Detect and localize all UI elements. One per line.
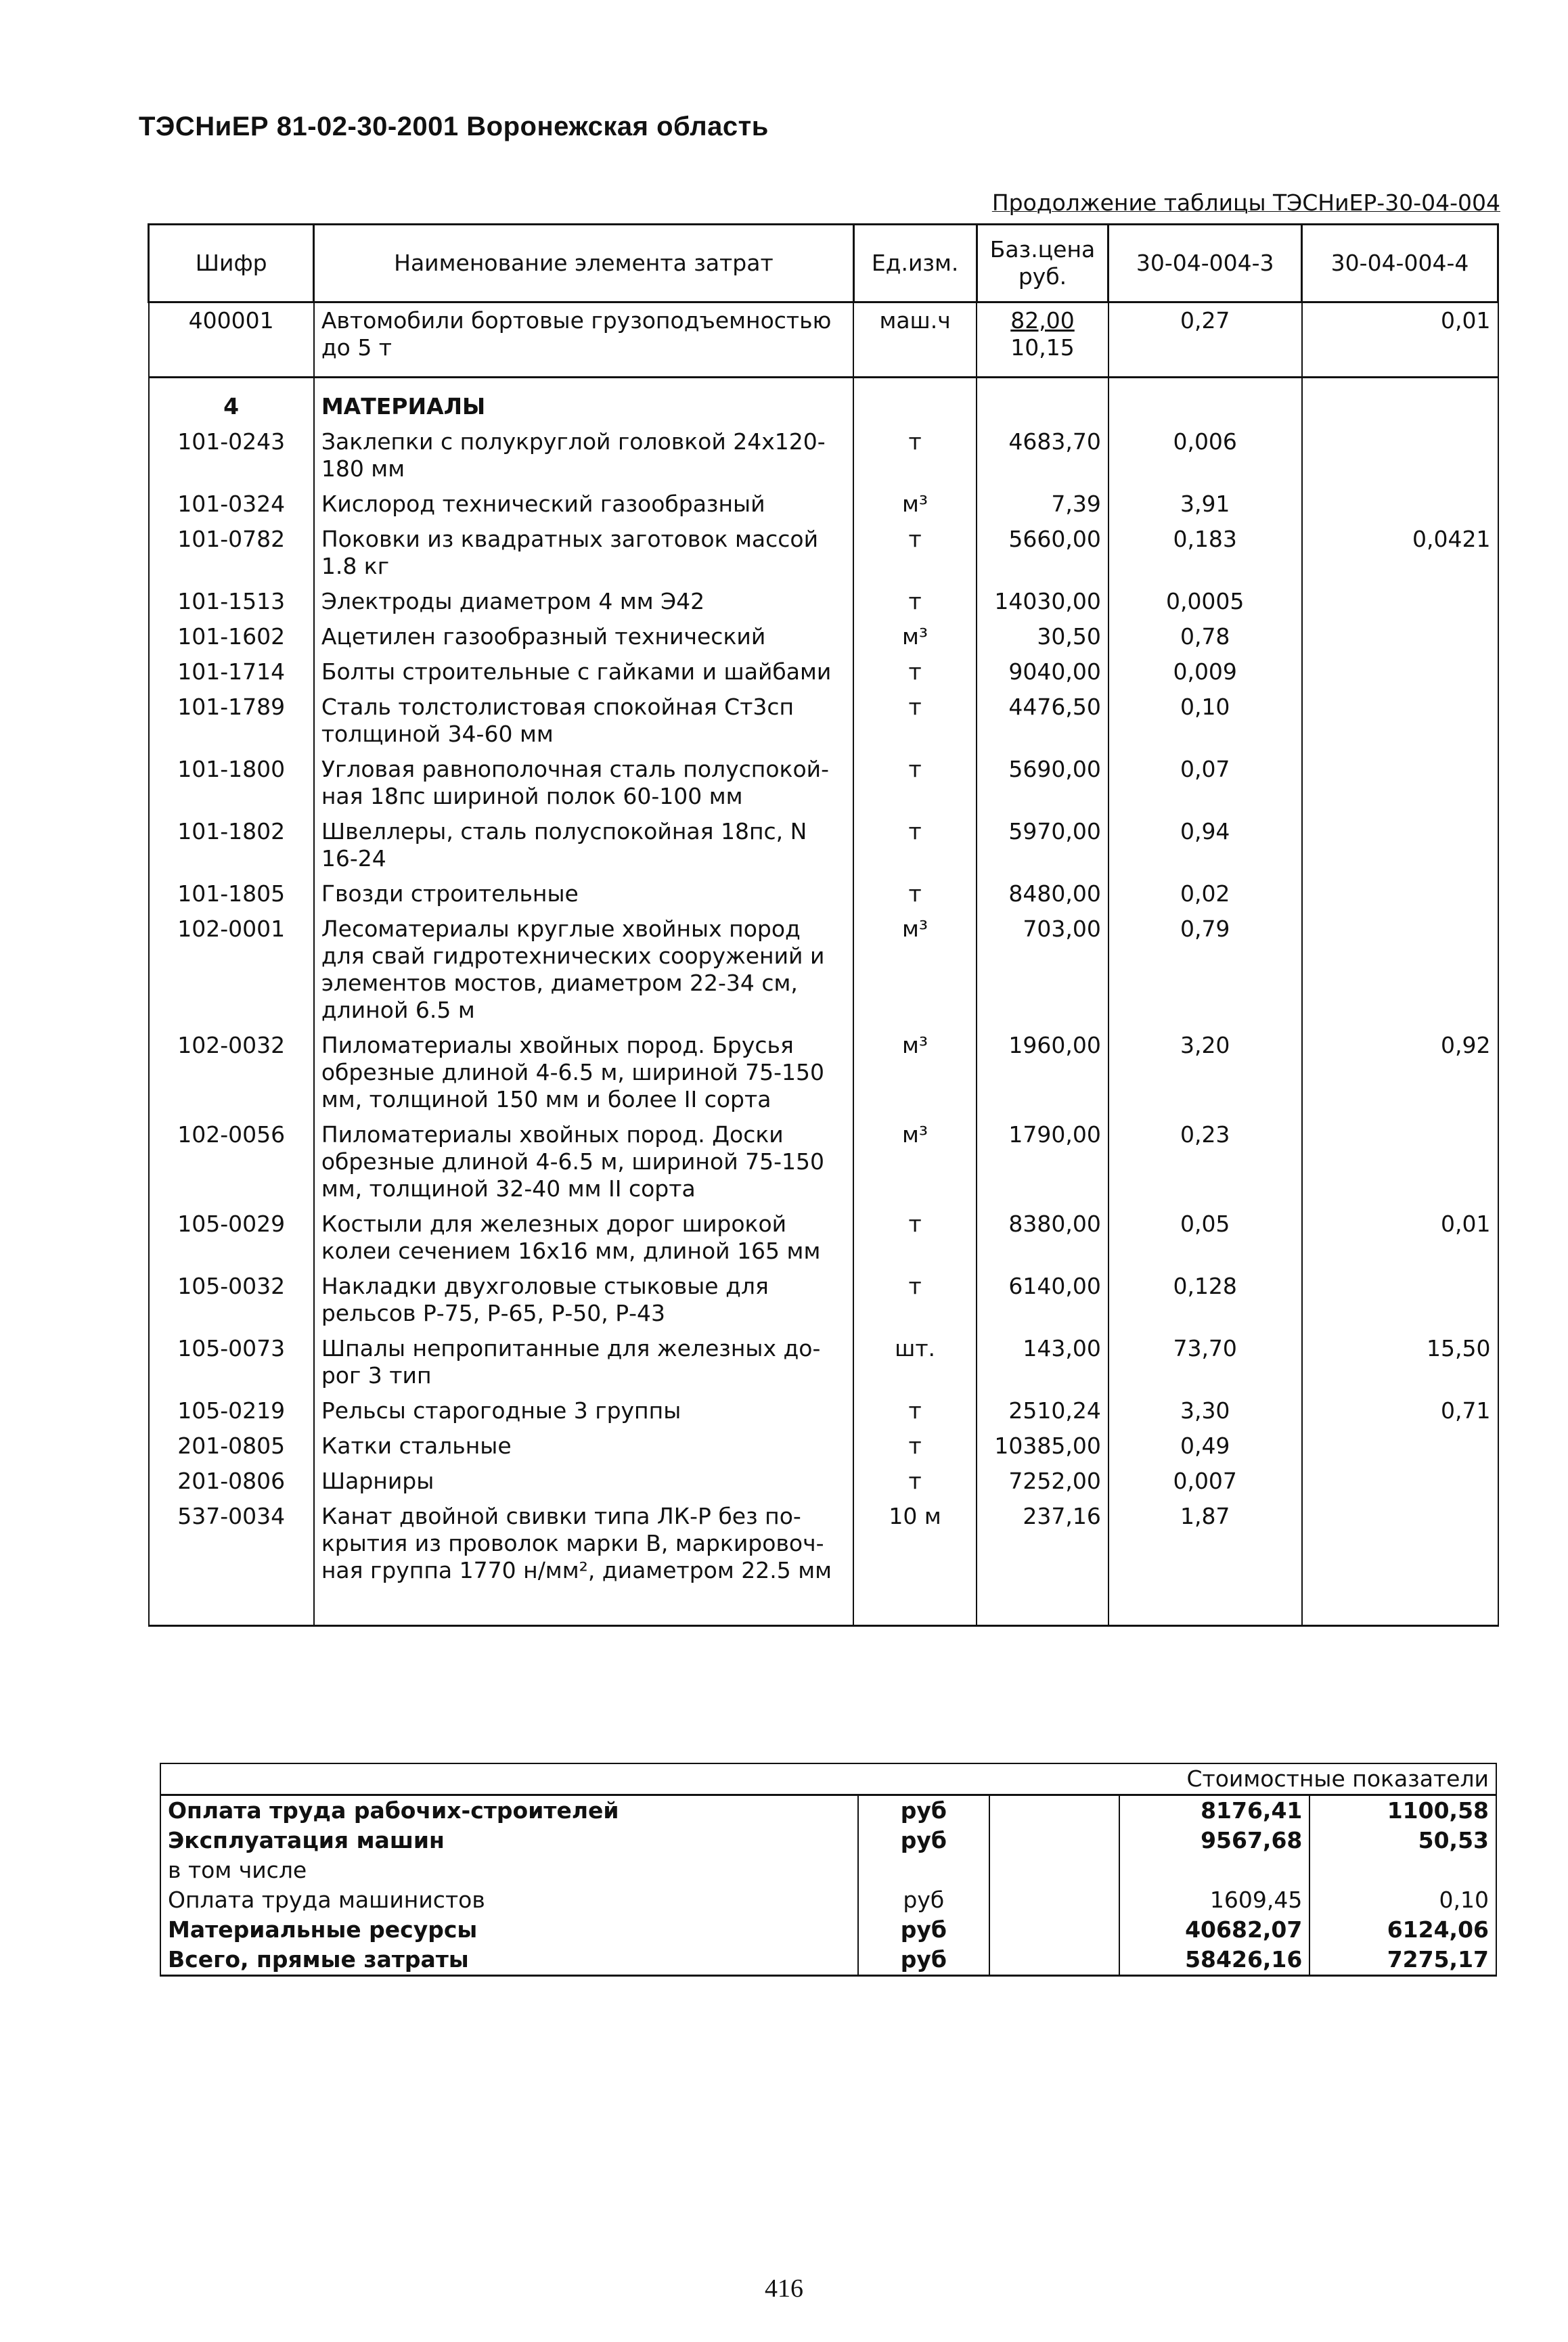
cell-30-04-004-3: 0,27	[1108, 302, 1302, 378]
cell-name: Канат двойной свивки типа ЛК-Р без по-крытия из проволок марки В, маркировоч-ная группа 1770 н/мм², диаметром 22.5 мм	[314, 1499, 853, 1626]
section-row	[149, 378, 1498, 425]
material-row	[149, 911, 1498, 1028]
cell-price: 8480,00	[977, 876, 1108, 911]
cell-30-04-004-4	[1302, 876, 1498, 911]
cell-unit: м³	[853, 911, 977, 1028]
cell-price: 4683,70	[977, 424, 1108, 487]
cell-name: Угловая равнополочная сталь полуспокой-ная 18пс шириной полок 60-100 мм	[314, 752, 853, 814]
cell-name: Ацетилен газообразный технический	[314, 619, 853, 654]
summary-label: Оплата труда машинистов	[160, 1885, 858, 1915]
cell-unit: т	[853, 814, 977, 876]
material-row	[149, 584, 1498, 619]
cell-name: Лесоматериалы круглые хвойных пород для свай гидротехнических сооружений и элементов мостов, диаметром 22-34 см, длиной 6.5 м	[314, 911, 853, 1028]
cell-price: 9040,00	[977, 654, 1108, 690]
cell-code: 101-0243	[149, 424, 314, 487]
cell-unit: маш.ч	[853, 302, 977, 378]
summary-header: Стоимостные показатели	[160, 1763, 1496, 1795]
cell-price: 14030,00	[977, 584, 1108, 619]
cell-price: 703,00	[977, 911, 1108, 1028]
summary-blank	[989, 1826, 1119, 1855]
cell-unit: шт.	[853, 1331, 977, 1393]
cell-name: Заклепки с полукруглой головкой 24х120-180 мм	[314, 424, 853, 487]
cell-code: 105-0073	[149, 1331, 314, 1393]
cell-code: 101-1714	[149, 654, 314, 690]
summary-header-row	[160, 1763, 1496, 1795]
cell-unit: т	[853, 1464, 977, 1499]
cell-30-04-004-3: 0,79	[1108, 911, 1302, 1028]
summary-30-04-004-4: 6124,06	[1309, 1915, 1496, 1945]
cell-code: 101-1800	[149, 752, 314, 814]
cell-unit: т	[853, 424, 977, 487]
cell-price: 6140,00	[977, 1269, 1108, 1331]
summary-label: Оплата труда рабочих-строителей	[160, 1795, 858, 1826]
summary-label: Всего, прямые затраты	[160, 1945, 858, 1976]
cell-price: 1790,00	[977, 1117, 1108, 1207]
col-header-30-04-004-4: 30-04-004-4	[1302, 225, 1498, 302]
cell-30-04-004-4: 0,0421	[1302, 522, 1498, 584]
material-row	[149, 1393, 1498, 1428]
table-header-row	[149, 225, 1498, 302]
cell-30-04-004-4	[1302, 654, 1498, 690]
col-header-price: Баз.цена руб.	[977, 225, 1108, 302]
summary-blank	[989, 1855, 1119, 1885]
cell-code: 101-1789	[149, 690, 314, 752]
cell-code: 400001	[149, 302, 314, 378]
cell-unit: т	[853, 654, 977, 690]
col-header-30-04-004-3: 30-04-004-3	[1108, 225, 1302, 302]
cell-30-04-004-3: 3,91	[1108, 487, 1302, 522]
material-row	[149, 487, 1498, 522]
col-header-code: Шифр	[149, 225, 314, 302]
section-name: МАТЕРИАЛЫ	[314, 378, 853, 425]
page-number: 416	[765, 2274, 803, 2303]
cell-30-04-004-4	[1302, 1117, 1498, 1207]
machine-price-per-hour: 82,00	[1010, 307, 1075, 334]
cell-unit: т	[853, 1428, 977, 1464]
cell-code: 105-0029	[149, 1207, 314, 1269]
cell-30-04-004-3: 3,20	[1108, 1028, 1302, 1117]
cell-code: 201-0805	[149, 1428, 314, 1464]
material-row	[149, 1331, 1498, 1393]
summary-blank	[989, 1795, 1119, 1826]
cell-unit: м³	[853, 1117, 977, 1207]
col-header-name: Наименование элемента затрат	[314, 225, 853, 302]
summary-30-04-004-3: 40682,07	[1119, 1915, 1310, 1945]
table-continuation-label: Продолжение таблицы ТЭСНиЕР-30-04-004	[991, 189, 1500, 216]
cell-unit: м³	[853, 487, 977, 522]
cell-unit: т	[853, 522, 977, 584]
cell-code: 102-0056	[149, 1117, 314, 1207]
section-number: 4	[149, 378, 314, 425]
material-row	[149, 1499, 1498, 1626]
cell-price: 10385,00	[977, 1428, 1108, 1464]
summary-blank	[989, 1915, 1119, 1945]
cell-unit: т	[853, 752, 977, 814]
cell-30-04-004-3: 0,02	[1108, 876, 1302, 911]
cell-30-04-004-3: 3,30	[1108, 1393, 1302, 1428]
cell-name: Рельсы старогодные 3 группы	[314, 1393, 853, 1428]
cell-code: 201-0806	[149, 1464, 314, 1499]
cell-30-04-004-4	[1302, 1499, 1498, 1626]
summary-row	[160, 1915, 1496, 1945]
cell-code: 101-1602	[149, 619, 314, 654]
summary-blank	[989, 1945, 1119, 1976]
document-title: ТЭСНиЕР 81-02-30-2001 Воронежская область	[139, 112, 769, 141]
cell-30-04-004-4: 0,01	[1302, 302, 1498, 378]
summary-30-04-004-4: 0,10	[1309, 1885, 1496, 1915]
cell-name: Поковки из квадратных заготовок массой 1.8 кг	[314, 522, 853, 584]
cell-30-04-004-4	[1302, 1269, 1498, 1331]
cell-unit: м³	[853, 619, 977, 654]
cell-30-04-004-4	[1302, 814, 1498, 876]
machine-labor-price: 10,15	[1010, 334, 1075, 361]
material-row	[149, 1428, 1498, 1464]
summary-30-04-004-4: 7275,17	[1309, 1945, 1496, 1976]
cell-30-04-004-4	[1302, 584, 1498, 619]
cell-name: Швеллеры, сталь полуспокойная 18пс, N 16-24	[314, 814, 853, 876]
cell-code: 537-0034	[149, 1499, 314, 1626]
cell-code: 102-0001	[149, 911, 314, 1028]
cell-30-04-004-3: 0,0005	[1108, 584, 1302, 619]
cell-name: Пиломатериалы хвойных пород. Брусья обрезные длиной 4-6.5 м, шириной 75-150 мм, толщиной 150 мм и более II сорта	[314, 1028, 853, 1117]
cell-30-04-004-3: 0,007	[1108, 1464, 1302, 1499]
cell-name: Сталь толстолистовая спокойная Ст3сп толщиной 34-60 мм	[314, 690, 853, 752]
cell-code: 105-0219	[149, 1393, 314, 1428]
summary-unit: руб	[858, 1945, 989, 1976]
cell-30-04-004-3: 1,87	[1108, 1499, 1302, 1626]
cell-30-04-004-4	[1302, 424, 1498, 487]
summary-unit: руб	[858, 1795, 989, 1826]
material-row	[149, 1464, 1498, 1499]
material-row	[149, 522, 1498, 584]
material-row	[149, 1117, 1498, 1207]
cell-30-04-004-4: 0,01	[1302, 1207, 1498, 1269]
cell-30-04-004-3: 0,183	[1108, 522, 1302, 584]
summary-30-04-004-3: 1609,45	[1119, 1885, 1310, 1915]
cell-name: Накладки двухголовые стыковые для рельсов Р-75, Р-65, Р-50, Р-43	[314, 1269, 853, 1331]
cell-price: 1960,00	[977, 1028, 1108, 1117]
material-row	[149, 690, 1498, 752]
summary-30-04-004-4	[1309, 1855, 1496, 1885]
cost-summary-table	[160, 1763, 1497, 1977]
cell-30-04-004-3: 0,07	[1108, 752, 1302, 814]
cell-30-04-004-3: 73,70	[1108, 1331, 1302, 1393]
summary-label: Эксплуатация машин	[160, 1826, 858, 1855]
cell-price: 4476,50	[977, 690, 1108, 752]
summary-unit: руб	[858, 1915, 989, 1945]
cell-30-04-004-4	[1302, 487, 1498, 522]
cell-name: Пиломатериалы хвойных пород. Доски обрезные длиной 4-6.5 м, шириной 75-150 мм, толщиной 32-40 мм II сорта	[314, 1117, 853, 1207]
material-row	[149, 1028, 1498, 1117]
cell-30-04-004-4	[1302, 752, 1498, 814]
cell-name: Костыли для железных дорог широкой колеи сечением 16х16 мм, длиной 165 мм	[314, 1207, 853, 1269]
summary-30-04-004-3: 9567,68	[1119, 1826, 1310, 1855]
cell-unit: т	[853, 876, 977, 911]
material-row	[149, 752, 1498, 814]
material-row	[149, 424, 1498, 487]
cell-30-04-004-4: 0,92	[1302, 1028, 1498, 1117]
cell-30-04-004-3: 0,128	[1108, 1269, 1302, 1331]
cell-unit: 10 м	[853, 1499, 977, 1626]
summary-row	[160, 1885, 1496, 1915]
machine-row	[149, 302, 1498, 378]
summary-blank	[989, 1885, 1119, 1915]
cell-price: 143,00	[977, 1331, 1108, 1393]
summary-row	[160, 1945, 1496, 1976]
cell-price: 2510,24	[977, 1393, 1108, 1428]
cell-30-04-004-4: 0,71	[1302, 1393, 1498, 1428]
cell-price: 8380,00	[977, 1207, 1108, 1269]
cell-price: 237,16	[977, 1499, 1108, 1626]
cell-name: Шарниры	[314, 1464, 853, 1499]
cell-30-04-004-3: 0,006	[1108, 424, 1302, 487]
cell-unit: т	[853, 1269, 977, 1331]
cell-code: 101-0782	[149, 522, 314, 584]
cell-30-04-004-4	[1302, 619, 1498, 654]
summary-label: Материальные ресурсы	[160, 1915, 858, 1945]
cell-30-04-004-3: 0,78	[1108, 619, 1302, 654]
summary-30-04-004-3: 58426,16	[1119, 1945, 1310, 1976]
summary-unit: руб	[858, 1826, 989, 1855]
material-row	[149, 1269, 1498, 1331]
material-row	[149, 654, 1498, 690]
cell-unit: т	[853, 1393, 977, 1428]
material-row	[149, 619, 1498, 654]
cell-code: 101-1805	[149, 876, 314, 911]
cell-name: Автомобили бортовые грузоподъемностью до 5 т	[314, 302, 853, 378]
summary-30-04-004-4: 1100,58	[1309, 1795, 1496, 1826]
cell-code: 101-1513	[149, 584, 314, 619]
cell-30-04-004-3: 0,10	[1108, 690, 1302, 752]
summary-unit: руб	[858, 1885, 989, 1915]
summary-unit	[858, 1855, 989, 1885]
cell-price: 5970,00	[977, 814, 1108, 876]
summary-row	[160, 1855, 1496, 1885]
cell-code: 105-0032	[149, 1269, 314, 1331]
cell-30-04-004-3: 0,23	[1108, 1117, 1302, 1207]
material-row	[149, 1207, 1498, 1269]
cell-30-04-004-3: 0,05	[1108, 1207, 1302, 1269]
cell-price: 5690,00	[977, 752, 1108, 814]
cell-name: Шпалы непропитанные для железных до-рог 3 тип	[314, 1331, 853, 1393]
material-row	[149, 876, 1498, 911]
cell-price: 7,39	[977, 487, 1108, 522]
cell-price: 7252,00	[977, 1464, 1108, 1499]
cell-name: Гвозди строительные	[314, 876, 853, 911]
cell-name: Болты строительные с гайками и шайбами	[314, 654, 853, 690]
cell-price: 5660,00	[977, 522, 1108, 584]
summary-row	[160, 1826, 1496, 1855]
summary-30-04-004-3	[1119, 1855, 1310, 1885]
cell-30-04-004-3: 0,94	[1108, 814, 1302, 876]
material-row	[149, 814, 1498, 876]
cell-30-04-004-4: 15,50	[1302, 1331, 1498, 1393]
summary-30-04-004-3: 8176,41	[1119, 1795, 1310, 1826]
cell-unit: т	[853, 690, 977, 752]
cell-30-04-004-3: 0,49	[1108, 1428, 1302, 1464]
cell-name: Кислород технический газообразный	[314, 487, 853, 522]
summary-label: в том числе	[160, 1855, 858, 1885]
cell-30-04-004-4	[1302, 911, 1498, 1028]
cell-30-04-004-4	[1302, 690, 1498, 752]
cell-code: 102-0032	[149, 1028, 314, 1117]
col-header-unit: Ед.изм.	[853, 225, 977, 302]
cell-unit: т	[853, 584, 977, 619]
cell-code: 101-1802	[149, 814, 314, 876]
materials-table	[148, 223, 1499, 1627]
cell-name: Электроды диаметром 4 мм Э42	[314, 584, 853, 619]
cell-unit: т	[853, 1207, 977, 1269]
cell-unit: м³	[853, 1028, 977, 1117]
cell-30-04-004-4	[1302, 1464, 1498, 1499]
cell-price	[977, 302, 1108, 378]
cell-30-04-004-3: 0,009	[1108, 654, 1302, 690]
cell-name: Катки стальные	[314, 1428, 853, 1464]
cell-price: 30,50	[977, 619, 1108, 654]
cell-code: 101-0324	[149, 487, 314, 522]
summary-30-04-004-4: 50,53	[1309, 1826, 1496, 1855]
cell-30-04-004-4	[1302, 1428, 1498, 1464]
summary-row	[160, 1795, 1496, 1826]
